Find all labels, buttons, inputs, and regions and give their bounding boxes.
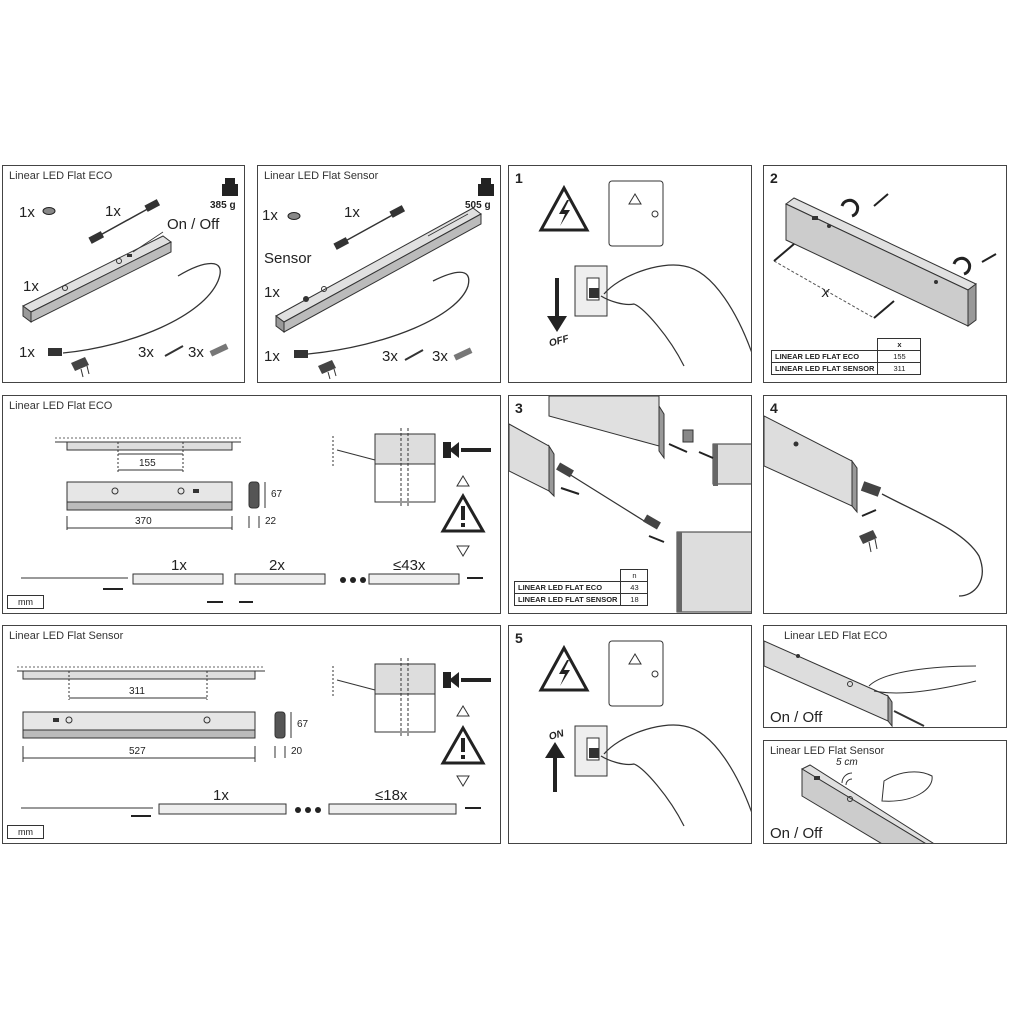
panel-title: Linear LED Flat Sensor [264,170,379,182]
eco-dimensions-drawing [3,396,501,614]
on-label: ON [547,728,566,743]
step-number: 2 [770,170,778,186]
panel-step-4 [763,395,1007,614]
panel-eco-dimensions [2,395,501,614]
table-row: LINEAR LED FLAT ECO 155 [772,351,921,363]
switch-label: On / Off [167,216,220,233]
panel-title: Linear LED Flat Sensor [9,630,124,642]
step-number: 4 [770,400,778,416]
panel-title: Linear LED Flat ECO [9,400,113,412]
panel-sensor-usage [763,740,1007,844]
step2-table [771,338,921,375]
chain-count-max: ≤18x [375,787,408,804]
panel-step-5 [508,625,752,844]
length-value: 370 [135,516,152,527]
dimension-x-label: x [822,284,830,301]
chain-count-2: 2x [269,557,285,574]
sensor-label: Sensor [264,250,312,267]
panel-step-2 [763,165,1007,383]
step4-drawing [764,396,1007,614]
sensor-dimensions-drawing [3,626,501,844]
eco-contents-drawing [3,166,245,383]
off-label: OFF [547,333,571,350]
table-header: x [878,339,921,351]
height-value: 67 [271,489,283,500]
unit-badge: mm [7,595,44,609]
spacing-value: 155 [139,458,156,469]
panel-eco-usage [763,625,1007,728]
panel-eco-contents [2,165,245,383]
panel-step-3 [508,395,752,614]
weight-label: 385 g [210,200,236,211]
table-header: n [621,570,648,582]
qty-clip: 1x [262,207,278,224]
panel-sensor-dimensions [2,625,501,844]
depth-value: 22 [265,516,277,527]
qty-plug: 1x [264,348,280,365]
step-number: 1 [515,170,523,186]
on-off-label: On / Off [770,825,823,842]
distance-label: 5 cm [836,757,858,768]
qty-screws: 3x [138,344,154,361]
step-number: 3 [515,400,523,416]
sensor-contents-drawing [258,166,501,383]
step3-table [514,569,648,606]
step1-drawing [509,166,752,383]
depth-value: 20 [291,746,303,757]
chain-count-max: ≤43x [393,557,426,574]
qty-anchors: 3x [188,344,204,361]
spacing-value: 311 [129,686,145,697]
panel-title: Linear LED Flat ECO [9,170,113,182]
panel-title: Linear LED Flat ECO [784,630,888,642]
step-number: 5 [515,630,523,646]
chain-count-1: 1x [171,557,187,574]
weight-label: 505 g [465,200,491,211]
table-row: LINEAR LED FLAT ECO 43 [515,582,648,594]
qty-cable: 1x [344,204,360,221]
table-row: LINEAR LED FLAT SENSOR 18 [515,594,648,606]
qty-bar: 1x [23,278,39,295]
qty-anchors: 3x [432,348,448,365]
step5-drawing [509,626,752,844]
qty-bar: 1x [264,284,280,301]
table-row: LINEAR LED FLAT SENSOR 311 [772,363,921,375]
qty-cable: 1x [105,203,121,220]
panel-title: Linear LED Flat Sensor [770,745,885,757]
unit-badge: mm [7,825,44,839]
chain-count-1: 1x [213,787,229,804]
length-value: 527 [129,746,146,757]
qty-screws: 3x [382,348,398,365]
on-off-label: On / Off [770,709,823,726]
panel-step-1 [508,165,752,383]
height-value: 67 [297,719,309,730]
panel-sensor-contents [257,165,501,383]
qty-plug: 1x [19,344,35,361]
qty-clip: 1x [19,204,35,221]
